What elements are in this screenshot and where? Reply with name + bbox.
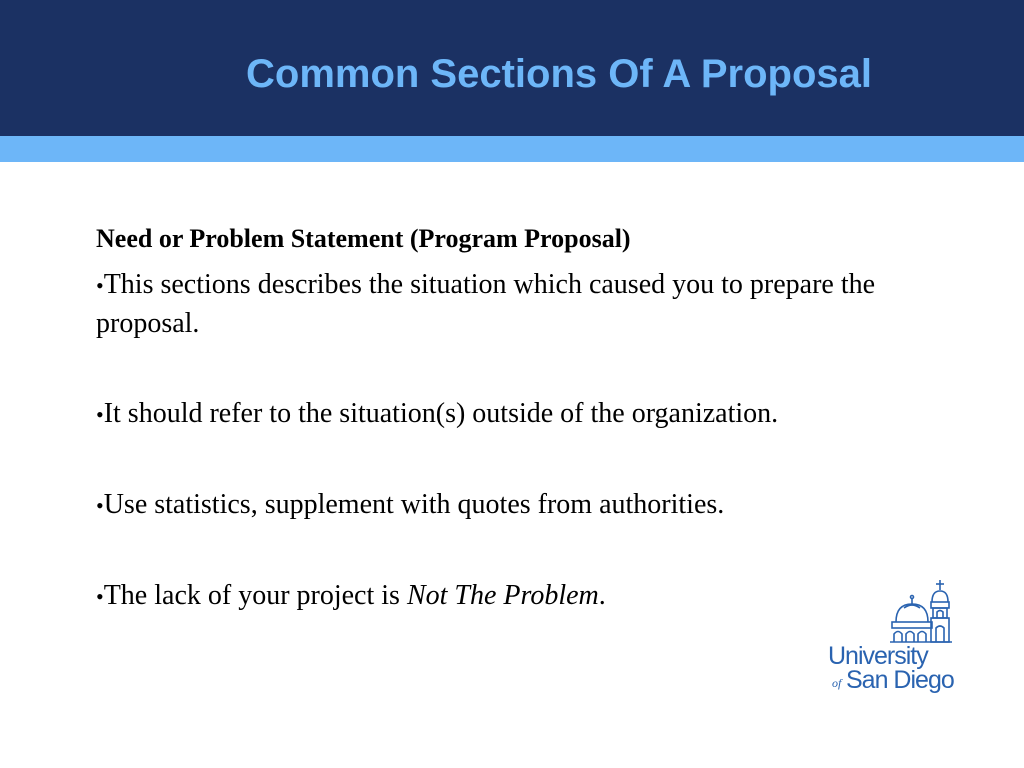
bullet-item [96, 266, 926, 343]
bullet-glyph: • [96, 493, 104, 518]
bullet-text: The lack of your project is [103, 580, 407, 611]
bullet-suffix: . [598, 580, 606, 611]
bullet-text: Use statistics, supplement with quotes from authorities. [103, 489, 725, 520]
bullet-text: It should refer to the situation(s) outside of the organization. [103, 398, 779, 429]
bullet-item [96, 486, 926, 525]
bullet-text: This sections describes the situation which caused you to prepare the proposal. [96, 269, 876, 339]
bullet-glyph: • [96, 584, 104, 609]
mission-church-icon [886, 578, 956, 646]
logo-text-of: of [832, 676, 842, 690]
logo-text-university: University [828, 642, 928, 670]
section-heading: Need or Problem Statement (Program Proposal) [96, 224, 631, 253]
slide-title: Common Sections Of A Proposal [246, 52, 872, 96]
bullet-emphasis: Not The Problem [406, 580, 599, 611]
bullet-item [96, 577, 926, 616]
bullet-item [96, 395, 926, 434]
slide-body [96, 222, 926, 616]
accent-band [0, 136, 1024, 162]
bullet-glyph: • [96, 402, 104, 427]
logo-text-san-diego: San Diego [846, 666, 954, 694]
university-logo [826, 578, 958, 702]
bullet-glyph: • [96, 273, 104, 298]
